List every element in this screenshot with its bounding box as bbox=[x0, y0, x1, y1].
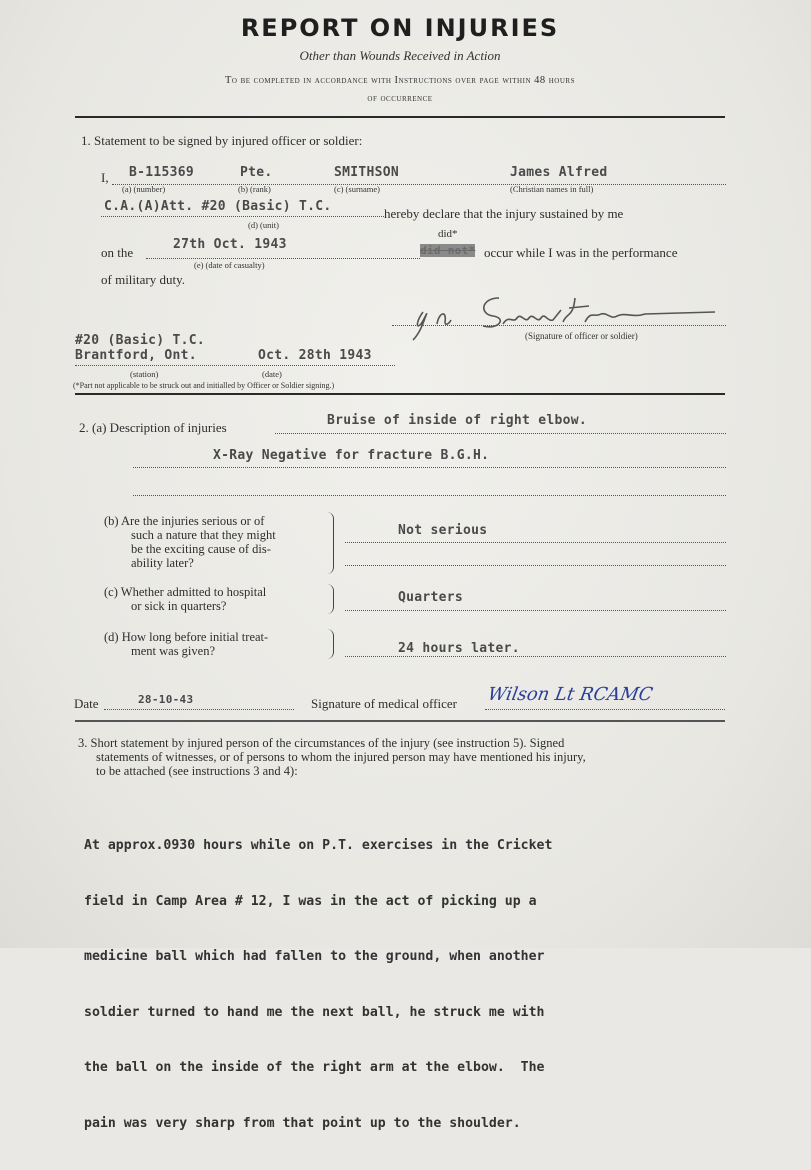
serious-line-1 bbox=[345, 542, 726, 543]
footnote: (*Part not applicable to be struck out and initialled by Officer or Soldier signing.) bbox=[73, 381, 335, 390]
hospital-value: Quarters bbox=[398, 590, 464, 605]
label-number: (a) (number) bbox=[122, 184, 166, 194]
surname-value: SMITHSON bbox=[334, 165, 400, 180]
serious-question-line: be the exciting cause of dis- bbox=[131, 542, 271, 556]
serious-question-line: ability later? bbox=[131, 556, 194, 570]
label-station: (station) bbox=[130, 369, 159, 379]
label-surname: (c) (surname) bbox=[334, 184, 381, 194]
service-number: B-115369 bbox=[129, 165, 195, 180]
section1-divider bbox=[75, 393, 725, 395]
section1-heading: 1. Statement to be signed by injured officer or soldier: bbox=[81, 133, 363, 148]
description-line-2 bbox=[133, 467, 726, 468]
treatment-line bbox=[345, 656, 726, 657]
label-unit: (d) (unit) bbox=[248, 220, 279, 230]
instruction-line-1: To be completed in accordance with Instructions over page within 48 hours bbox=[225, 75, 575, 86]
hospital-question-line: or sick in quarters? bbox=[131, 599, 227, 613]
medical-signature-label: Signature of medical officer bbox=[311, 696, 457, 711]
treatment-value: 24 hours later. bbox=[398, 641, 520, 656]
unit-value: C.A.(A)Att. #20 (Basic) T.C. bbox=[104, 199, 332, 214]
brace-b bbox=[327, 512, 334, 574]
label-christian-names: (Christian names in full) bbox=[510, 184, 594, 194]
serious-question-line: (b) Are the injuries serious or of bbox=[104, 514, 265, 528]
date-label: Date bbox=[74, 696, 99, 711]
statement-line: the ball on the inside of the right arm at the elbow. The bbox=[84, 1060, 545, 1075]
date-casualty-line bbox=[146, 258, 420, 259]
date-of-casualty: 27th Oct. 1943 bbox=[173, 237, 287, 252]
hospital-line bbox=[345, 610, 726, 611]
statement-line: pain was very sharp from that point up to the shoulder. bbox=[84, 1115, 521, 1131]
label-date-casualty: (e) (date of casualty) bbox=[194, 260, 265, 270]
struck-out-text: did not* bbox=[420, 244, 476, 257]
serious-question bbox=[104, 514, 276, 570]
label-signature: (Signature of officer or soldier) bbox=[525, 331, 638, 341]
name-line bbox=[112, 184, 726, 185]
sign-date: Oct. 28th 1943 bbox=[258, 348, 372, 363]
injury-statement bbox=[84, 800, 552, 1170]
statement-line: medicine ball which had fallen to the ground, when another bbox=[84, 949, 545, 964]
section3-heading-line: to be attached (see instructions 3 and 4): bbox=[96, 764, 298, 778]
medical-date: 28-10-43 bbox=[138, 693, 194, 706]
brace-d bbox=[327, 629, 334, 659]
unit-line bbox=[101, 216, 386, 217]
statement-line: At approx.0930 hours while on P.T. exercises in the Cricket bbox=[84, 838, 553, 853]
christian-names-value: James Alfred bbox=[510, 165, 608, 180]
rank-value: Pte. bbox=[240, 165, 273, 180]
label-date: (date) bbox=[262, 369, 282, 379]
description-label: 2. (a) Description of injuries bbox=[79, 420, 227, 435]
page-title: REPORT ON INJURIES bbox=[240, 14, 560, 42]
declare-text: hereby declare that the injury sustained by me bbox=[384, 206, 624, 221]
serious-value: Not serious bbox=[398, 523, 488, 538]
brace-c bbox=[327, 584, 334, 614]
hospital-question-line: (c) Whether admitted to hospital bbox=[104, 585, 267, 599]
statement-line: soldier turned to hand me the next ball, he struck me with bbox=[84, 1004, 545, 1020]
medical-signature-line bbox=[485, 709, 725, 710]
on-the-text: on the bbox=[101, 245, 134, 260]
occur-text: occur while I was in the performance bbox=[484, 245, 678, 260]
prefix-i: I, bbox=[101, 170, 109, 185]
date-line bbox=[104, 709, 294, 710]
instruction-line-2: of occurrence bbox=[367, 93, 433, 104]
station-line-2: Brantford, Ont. bbox=[75, 348, 197, 363]
section3-heading-line: statements of witnesses, or of persons to whom the injured person may have mentioned his injury, bbox=[96, 750, 586, 764]
section3-heading bbox=[78, 736, 586, 778]
treatment-question-line: (d) How long before initial treat- bbox=[104, 630, 269, 644]
page-subtitle: Other than Wounds Received in Action bbox=[299, 48, 501, 63]
description-value-2: X-Ray Negative for fracture B.G.H. bbox=[213, 448, 490, 463]
hospital-question bbox=[104, 585, 266, 613]
medical-signature: Wilson Lt RCAMC bbox=[486, 684, 655, 705]
header-divider bbox=[75, 116, 725, 118]
station-line-1: #20 (Basic) T.C. bbox=[75, 333, 206, 348]
section2-divider bbox=[75, 720, 725, 722]
serious-line-2 bbox=[345, 565, 726, 566]
did-text: did* bbox=[438, 228, 458, 240]
description-line-1 bbox=[275, 433, 726, 434]
description-value-1: Bruise of inside of right elbow. bbox=[327, 413, 588, 428]
treatment-question bbox=[104, 630, 268, 658]
statement-line: field in Camp Area # 12, I was in the act of picking up a bbox=[84, 893, 537, 909]
label-rank: (b) (rank) bbox=[238, 184, 271, 194]
military-duty-text: of military duty. bbox=[101, 272, 186, 287]
serious-question-line: such a nature that they might bbox=[131, 528, 276, 542]
section3-heading-line: 3. Short statement by injured person of the circumstances of the injury (see instruction 5). Signed bbox=[78, 736, 565, 750]
treatment-question-line: ment was given? bbox=[131, 644, 216, 658]
station-date-line bbox=[75, 365, 395, 366]
description-line-3 bbox=[133, 495, 726, 496]
